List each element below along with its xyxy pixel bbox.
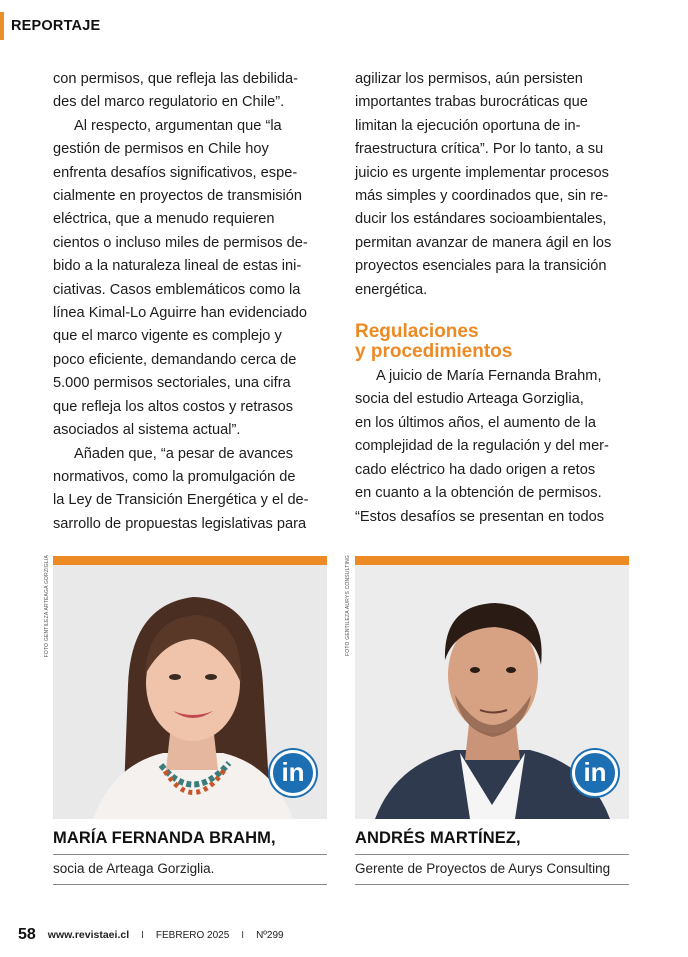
footer-separator: I — [241, 929, 245, 941]
profile-card-brahm — [53, 556, 327, 885]
text-line: permitan avanzar de manera ágil en los — [355, 234, 612, 251]
text-line: Añaden que, “a pesar de avances — [74, 445, 294, 462]
text-line: eléctrica, que a menudo requieren — [53, 211, 275, 228]
text-line: 5.000 permisos sectoriales, una cifra — [53, 375, 291, 392]
text-line: fraestructura crítica”. Por lo tanto, a su — [355, 141, 604, 158]
text-line: sarrollo de propuestas legislativas para — [53, 515, 307, 532]
text-line: A juicio de María Fernanda Brahm, — [376, 368, 602, 385]
linkedin-icon[interactable]: in — [270, 750, 316, 796]
portrait-photo-martinez — [355, 565, 629, 819]
article-column-left — [53, 68, 325, 536]
text-line: agilizar los permisos, aún persisten — [355, 71, 583, 87]
text-line: con permisos, que refleja las debilida- — [53, 71, 298, 87]
photo-credit-brahm: FOTO GENTILEZA ARTEAGA GORZIGLIA — [44, 555, 50, 658]
footer-site[interactable]: www.revistaei.cl — [47, 929, 130, 941]
text-line: cialmente en proyectos de transmisión — [53, 188, 303, 205]
text-line: en los últimos años, el aumento de la — [355, 414, 596, 431]
text-line: Al respecto, argumentan que “la — [74, 117, 282, 134]
photo-accent-bar — [53, 556, 327, 565]
subheading-line-1: Regulaciones — [355, 321, 479, 343]
footer-separator: I — [141, 929, 144, 941]
page-footer — [18, 926, 284, 944]
subheading-line-2: y procedimientos — [355, 340, 513, 362]
photo-accent-bar — [355, 556, 629, 565]
text-line: gestión de permisos en Chile hoy — [53, 141, 269, 158]
text-line: que refleja los altos costos y retrasos — [53, 398, 294, 415]
text-line: poco eficiente, demandando cerca de — [53, 351, 297, 368]
text-line: ciativas. Casos emblemáticos como la — [53, 281, 301, 298]
text-line: que el marco vigente es complejo y — [53, 328, 282, 345]
text-line: complejidad de la regulación y del mer- — [355, 438, 609, 455]
subheading — [355, 322, 627, 361]
text-line: limitan la ejecución oportuna de in- — [355, 117, 581, 134]
profile-role-brahm: socia de Arteaga Gorziglia. — [53, 855, 327, 885]
text-line: cado eléctrico ha dado origen a retos — [355, 461, 596, 478]
footer-issue: Nº299 — [256, 929, 284, 941]
photo-credit-martinez: FOTO GENTILEZA AURYS CONSULTING — [345, 555, 351, 656]
text-line: más simples y coordinados que, sin re- — [355, 188, 609, 205]
section-label: REPORTAJE — [11, 18, 101, 34]
profile-role-martinez: Gerente de Proyectos de Aurys Consulting — [355, 855, 629, 885]
linkedin-icon[interactable]: in — [572, 750, 618, 796]
article-right-top — [355, 68, 627, 302]
text-line: normativos, como la promulgación de — [53, 468, 296, 485]
text-line: cientos o incluso miles de permisos de- — [53, 234, 308, 251]
text-line: importantes trabas burocráticas que — [355, 94, 588, 111]
section-accent-bar — [0, 12, 4, 40]
text-line: enfrenta desafíos significativos, espe- — [53, 164, 298, 181]
text-line: proyectos esenciales para la transición — [355, 258, 607, 275]
footer-date: FEBRERO 2025 — [155, 929, 230, 941]
text-line: la Ley de Transición Energética y el de- — [53, 492, 309, 509]
profile-card-martinez — [355, 556, 629, 885]
article-column-right — [355, 68, 627, 529]
text-line: asociados al sistema actual”. — [53, 422, 241, 439]
article-right-bottom — [355, 365, 627, 529]
profile-name-brahm: MARÍA FERNANDA BRAHM, — [53, 819, 327, 855]
text-line: energética. — [355, 281, 428, 298]
text-line: des del marco regulatorio en Chile”. — [53, 94, 285, 111]
text-line: socia del estudio Arteaga Gorziglia, — [355, 391, 584, 408]
profile-name-martinez: ANDRÉS MARTÍNEZ, — [355, 819, 629, 855]
text-line: juicio es urgente implementar procesos — [355, 164, 609, 181]
text-line: línea Kimal-Lo Aguirre han evidenciado — [53, 305, 307, 322]
text-line: “Estos desafíos se presentan en todos — [355, 508, 605, 525]
text-line: bido a la naturaleza lineal de estas ini- — [53, 258, 302, 275]
page-number: 58 — [18, 926, 36, 943]
section-tag — [0, 12, 100, 40]
text-line: ducir los estándares socioambientales, — [355, 211, 607, 228]
text-line: en cuanto a la obtención de permisos. — [355, 485, 602, 502]
portrait-photo-brahm — [53, 565, 327, 819]
